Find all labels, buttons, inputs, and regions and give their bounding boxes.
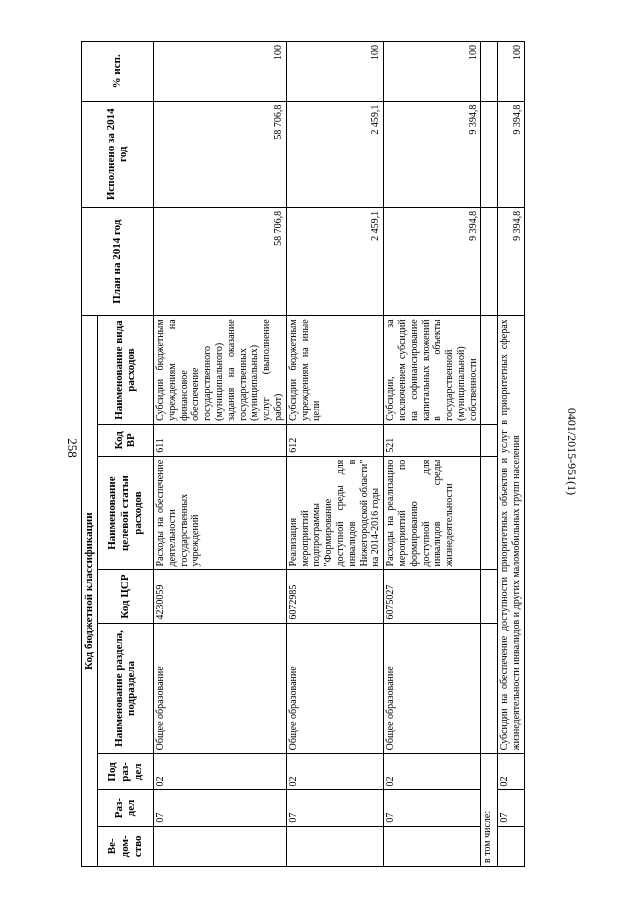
header-ved: Ве-дом-ство	[97, 826, 153, 866]
cell-in-that-number: в том числе:	[481, 754, 498, 867]
cell-pr: 02	[498, 754, 525, 790]
cell-vid-name: Субсидии бюджетным учреждениям на иные цели	[286, 316, 383, 424]
cell-plan: 9 394,8	[384, 207, 481, 315]
cell-plan: 9 394,8	[498, 207, 525, 315]
header-plan: План на 2014 год	[82, 207, 154, 315]
cell-isp: 9 394,8	[498, 101, 525, 207]
header-name: Наименование раздела, подраздела	[97, 623, 153, 754]
cell-pct: 100	[384, 42, 481, 102]
cell-ved	[286, 826, 383, 866]
budget-table-rotated	[81, 41, 567, 867]
document-code: 0401/2015-951(1)	[565, 407, 580, 496]
cell-pr: 02	[153, 754, 286, 790]
table-row-in-that-number	[481, 42, 498, 867]
header-pr: Под раз-дел	[97, 754, 153, 790]
cell-name: Общее образование	[286, 623, 383, 754]
cell-name: Общее образование	[153, 623, 286, 754]
cell-pct: 100	[153, 42, 286, 102]
cell-plan: 58 706,8	[153, 207, 286, 315]
budget-table	[81, 41, 525, 867]
cell-ved	[498, 826, 525, 866]
group-header: Код бюджетной классификации	[82, 316, 98, 867]
table-row-subsidy	[498, 42, 525, 867]
cell-vid-name: Субсидии, за исключением субсидий на софинансирование капитальных вложений в объекты государственной (муниципальной) собственности	[384, 316, 481, 424]
cell-rz: 07	[384, 790, 481, 826]
cell-csr: 6072985	[286, 570, 383, 623]
cell-ved	[384, 826, 481, 866]
cell-target-name: Расходы на реализацию мероприятий по формированию доступной для инвалидов среды жизнедеятельности	[384, 456, 481, 570]
table-row	[384, 42, 481, 867]
cell-vid-name: Субсидии бюджетным учреждениям на финансовое обеспечение государственного (муниципального) задания на оказание государственных (муниципальных) услуг (выполнение работ)	[153, 316, 286, 424]
cell-rz: 07	[153, 790, 286, 826]
cell-pct: 100	[498, 42, 525, 102]
cell-name: Общее образование	[384, 623, 481, 754]
cell-isp: 2 459,1	[286, 101, 383, 207]
cell-csr: 6075027	[384, 570, 481, 623]
cell-pr: 02	[384, 754, 481, 790]
cell-rz: 07	[286, 790, 383, 826]
header-pct: % исп.	[82, 42, 154, 102]
cell-isp: 58 706,8	[153, 101, 286, 207]
cell-rz: 07	[498, 790, 525, 826]
cell-target-name: Расходы на обеспечение деятельности государственных учреждений	[153, 456, 286, 570]
table-row	[286, 42, 383, 867]
cell-csr: 4230059	[153, 570, 286, 623]
cell-pct: 100	[286, 42, 383, 102]
cell-subsidy-text: Субсидии на обеспечение доступности приоритетных объектов и услуг в приоритетных сферах жизнедеятельности инвалидов и других маломобильных групп населения	[498, 316, 525, 754]
header-csr: Код ЦСР	[97, 570, 153, 623]
header-rz: Раз-дел	[97, 790, 153, 826]
cell-ved	[153, 826, 286, 866]
cell-isp: 9 394,8	[384, 101, 481, 207]
header-vr: Код ВР	[97, 424, 153, 456]
page-number: 258	[64, 438, 80, 458]
cell-pr: 02	[286, 754, 383, 790]
header-target-name: Наименование целевой статьи расходов	[97, 456, 153, 570]
table-row	[153, 42, 286, 867]
cell-target-name: Реализация мероприятий подпрограммы "Формирование доступной среды для инвалидов в Нижегородской области" на 2014-2016 годы	[286, 456, 383, 570]
cell-vr: 521	[384, 424, 481, 456]
header-isp: Исполнено за 2014 год	[82, 101, 154, 207]
cell-vr: 611	[153, 424, 286, 456]
cell-plan: 2 459,1	[286, 207, 383, 315]
header-vid-name: Наименование вида расходов	[97, 316, 153, 424]
cell-vr: 612	[286, 424, 383, 456]
